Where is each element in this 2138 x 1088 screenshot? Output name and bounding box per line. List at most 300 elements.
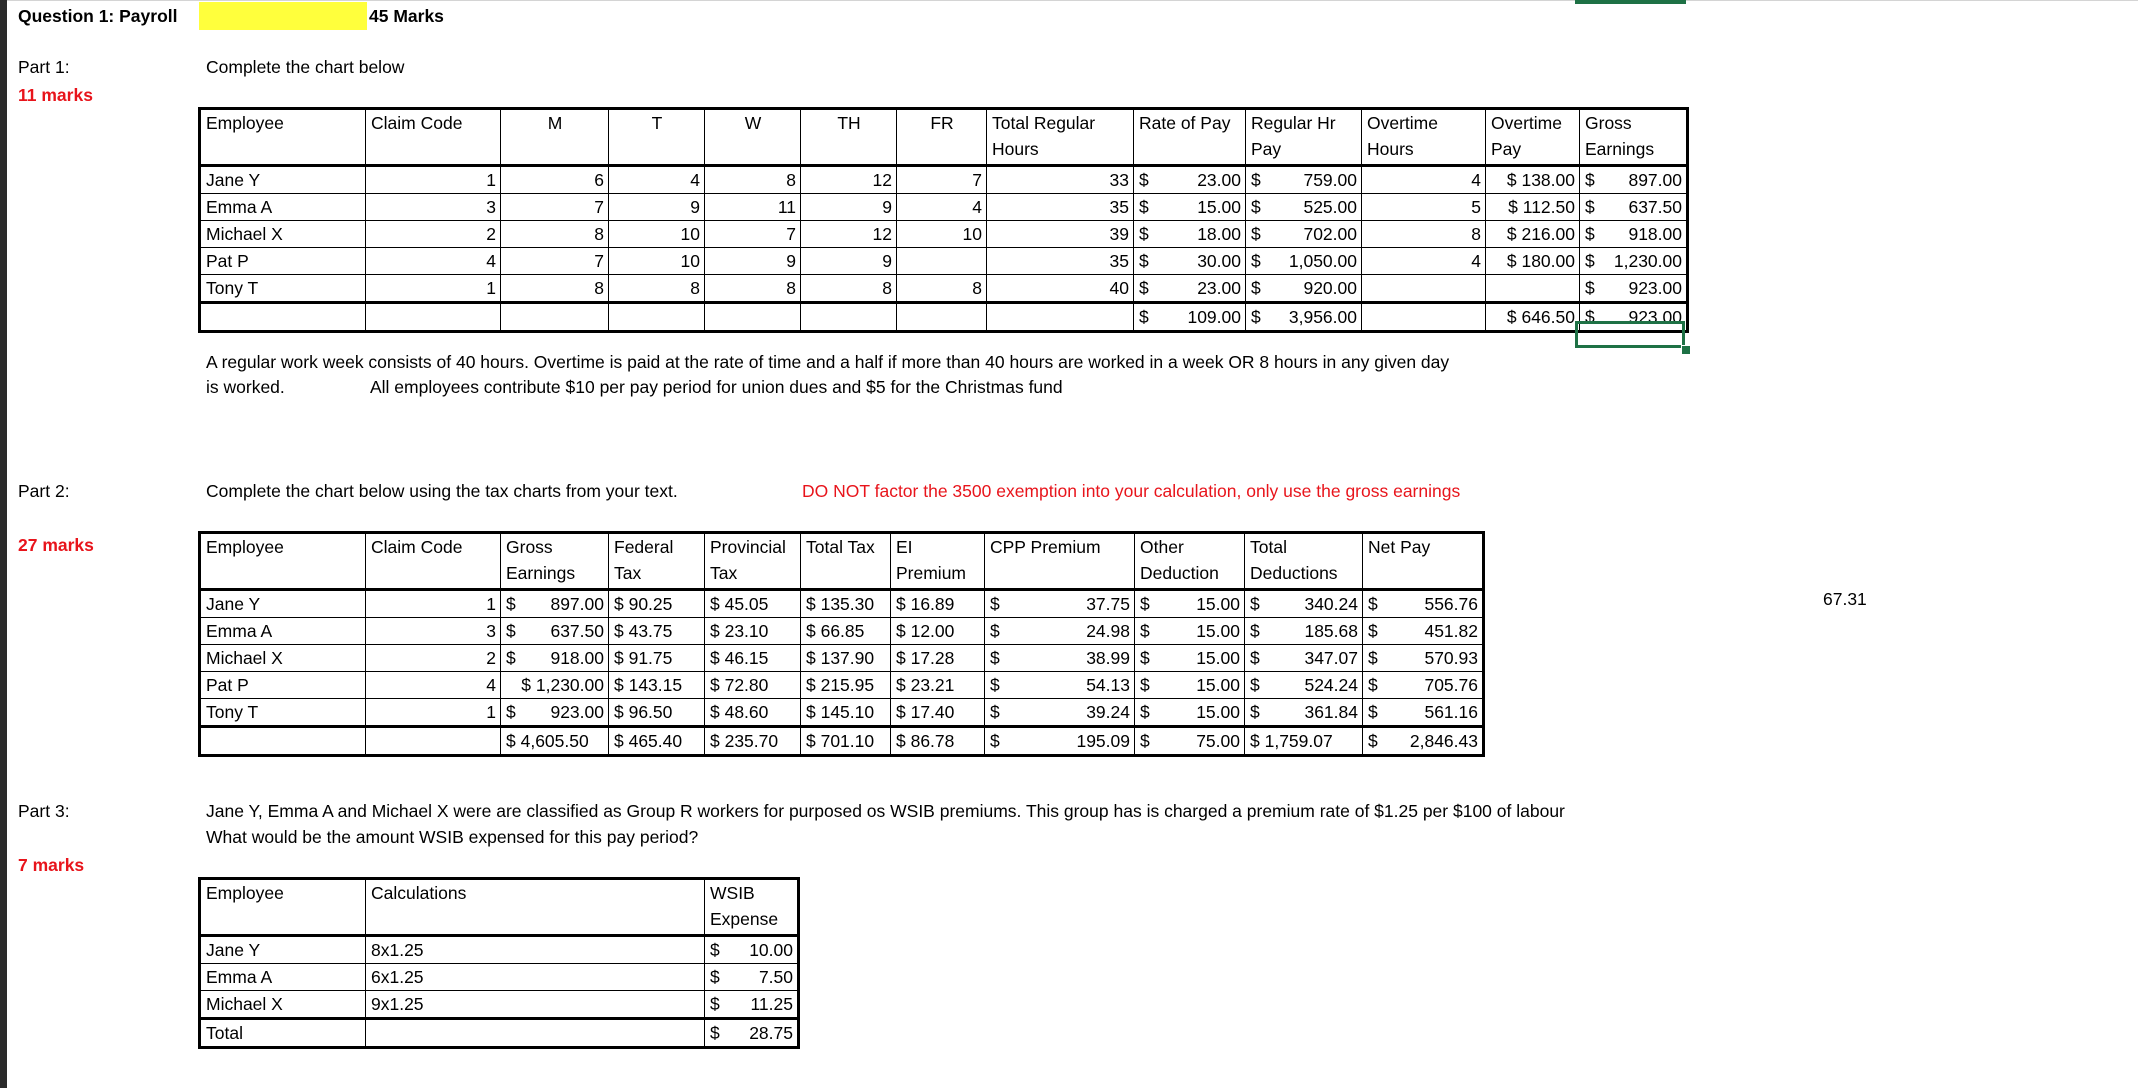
total-tax-cell[interactable]: $ 137.90 [801,645,891,672]
column-header[interactable]: Regular Hr Pay [1246,109,1362,166]
currency-symbol: $ [506,594,516,614]
amount: 195.09 [1076,731,1130,751]
empty-cell[interactable] [987,303,1134,332]
claim-cell[interactable]: 1 [366,699,501,727]
amount: 23.00 [1197,170,1241,190]
reg-pay-cell[interactable] [1246,221,1362,248]
cpp-cell[interactable] [985,645,1135,672]
amount: 920.00 [1303,278,1357,298]
th-cell[interactable]: 9 [801,194,897,221]
empty-cell[interactable] [366,303,501,332]
column-header[interactable]: Total Regular Hours [987,109,1134,166]
currency-symbol: $ [1368,702,1378,722]
t-cell[interactable]: 8 [609,275,705,303]
fill-handle[interactable] [1681,345,1691,355]
empty-cell[interactable] [801,303,897,332]
amount: 15.00 [1196,702,1240,722]
currency-symbol: $ [1585,197,1595,217]
column-header[interactable]: WSIB Expense [705,879,799,936]
expense-cell[interactable] [705,936,799,964]
employee-cell[interactable]: Tony T [200,275,366,303]
t-cell[interactable]: 10 [609,221,705,248]
amount: 451.82 [1424,621,1478,641]
column-header[interactable]: M [501,109,609,166]
currency-symbol: $ [710,967,720,987]
other-cell[interactable] [1135,699,1245,727]
column-header[interactable]: Provincial Tax [705,533,801,590]
cpp-total[interactable] [985,727,1135,756]
expense-total[interactable] [705,1019,799,1048]
amount: 37.75 [1086,594,1130,614]
employee-cell[interactable]: Emma A [200,964,366,991]
other-cell[interactable] [1135,672,1245,699]
column-header[interactable]: Employee [200,879,366,936]
amount: 1,050.00 [1288,251,1357,271]
currency-symbol: $ [990,675,1000,695]
employee-cell[interactable]: Tony T [200,699,366,727]
amount: 109.00 [1187,307,1241,327]
claim-cell[interactable]: 3 [366,194,501,221]
employee-cell[interactable]: Pat P [200,248,366,275]
claim-cell[interactable]: 2 [366,221,501,248]
totals-row [200,727,1484,756]
cpp-cell[interactable] [985,618,1135,645]
reg-pay-total[interactable] [1246,303,1362,332]
employee-cell[interactable]: Jane Y [200,936,366,964]
part2-marks: 27 marks [18,535,94,555]
part3-line2: What would be the amount WSIB expensed for this pay period? [206,827,699,847]
w-cell[interactable]: 8 [705,275,801,303]
part1-instruction: Complete the chart below [206,57,405,77]
reg-pay-cell[interactable] [1246,248,1362,275]
amount: 2,846.43 [1409,731,1478,751]
table-row [200,194,1688,221]
gross-cell[interactable] [1580,275,1688,303]
gross-cell[interactable] [501,699,609,727]
amount: 918.00 [550,648,604,668]
ot-pay-cell[interactable]: $ 180.00 [1486,248,1580,275]
currency-symbol: $ [506,621,516,641]
column-header[interactable]: Gross Earnings [501,533,609,590]
cpp-cell[interactable] [985,590,1135,618]
ot-hours-cell[interactable]: 4 [1362,166,1486,194]
column-header[interactable]: Total Deductions [1245,533,1363,590]
currency-symbol: $ [990,621,1000,641]
total-label[interactable]: Total [200,1019,366,1048]
total-tax-total[interactable]: $ 701.10 [801,727,891,756]
rate-total[interactable] [1134,303,1246,332]
total-ded-cell[interactable] [1245,672,1363,699]
gross-total[interactable]: $ 4,605.50 [501,727,609,756]
currency-symbol: $ [1368,594,1378,614]
reg-pay-cell[interactable] [1246,275,1362,303]
column-header[interactable]: Employee [200,533,366,590]
column-header[interactable]: Federal Tax [609,533,705,590]
part2-label: Part 2: [18,481,70,501]
amount: 23.00 [1197,278,1241,298]
currency-symbol: $ [1250,648,1260,668]
t-cell[interactable]: 10 [609,248,705,275]
column-header[interactable]: Claim Code [366,109,501,166]
column-header[interactable]: Other Deduction [1135,533,1245,590]
highlight-cell[interactable] [199,2,367,30]
amount: 759.00 [1303,170,1357,190]
expense-cell[interactable] [705,964,799,991]
employee-cell[interactable]: Michael X [200,645,366,672]
amount: 561.16 [1424,702,1478,722]
currency-symbol: $ [1585,278,1595,298]
currency-symbol: $ [506,702,516,722]
currency-symbol: $ [710,994,720,1014]
gross-cell[interactable] [1580,166,1688,194]
ot-hours-cell[interactable]: 8 [1362,221,1486,248]
net-cell[interactable] [1363,672,1484,699]
amount: 897.00 [550,594,604,614]
currency-symbol: $ [990,731,1000,751]
employee-cell[interactable]: Emma A [200,618,366,645]
column-header[interactable]: Claim Code [366,533,501,590]
currency-symbol: $ [1251,251,1261,271]
employee-cell[interactable]: Jane Y [200,166,366,194]
claim-cell[interactable]: 4 [366,248,501,275]
currency-symbol: $ [710,1023,720,1043]
w-cell[interactable]: 11 [705,194,801,221]
column-header[interactable]: Rate of Pay [1134,109,1246,166]
table-row [200,618,1484,645]
amount: 15.00 [1196,621,1240,641]
th-cell[interactable]: 9 [801,248,897,275]
table-row [200,645,1484,672]
amount: 702.00 [1303,224,1357,244]
currency-symbol: $ [1140,648,1150,668]
amount: 30.00 [1197,251,1241,271]
gross-cell[interactable] [501,645,609,672]
w-cell[interactable]: 8 [705,166,801,194]
ot-pay-cell[interactable]: $ 112.50 [1486,194,1580,221]
fr-cell[interactable]: 7 [897,166,987,194]
rate-cell[interactable] [1134,248,1246,275]
total-tax-cell[interactable]: $ 145.10 [801,699,891,727]
amount: 637.50 [1628,197,1682,217]
amount: 39.24 [1086,702,1130,722]
ei-cell[interactable]: $ 12.00 [891,618,985,645]
prov-cell[interactable]: $ 48.60 [705,699,801,727]
currency-symbol: $ [1140,594,1150,614]
calc-cell[interactable]: 9x1.25 [366,991,705,1019]
tax-table [198,531,1485,757]
column-header[interactable]: FR [897,109,987,166]
column-header[interactable]: Employee [200,109,366,166]
column-header[interactable]: EI Premium [891,533,985,590]
prov-cell[interactable]: $ 23.10 [705,618,801,645]
empty-cell[interactable] [200,303,366,332]
amount: 75.00 [1196,731,1240,751]
column-header[interactable]: W [705,109,801,166]
fed-cell[interactable]: $ 143.15 [609,672,705,699]
claim-cell[interactable]: 2 [366,645,501,672]
fed-cell[interactable]: $ 91.75 [609,645,705,672]
ei-cell[interactable]: $ 16.89 [891,590,985,618]
currency-symbol: $ [1250,702,1260,722]
empty-cell[interactable] [200,727,366,756]
table-row [200,672,1484,699]
t-cell[interactable]: 9 [609,194,705,221]
ei-cell[interactable]: $ 17.40 [891,699,985,727]
fed-total[interactable]: $ 465.40 [609,727,705,756]
part1-label: Part 1: [18,57,70,77]
employee-cell[interactable]: Jane Y [200,590,366,618]
total_hours-cell[interactable]: 40 [987,275,1134,303]
fed-cell[interactable]: $ 96.50 [609,699,705,727]
currency-symbol: $ [1368,731,1378,751]
amount: 361.84 [1304,702,1358,722]
prov-cell[interactable]: $ 45.05 [705,590,801,618]
reg-pay-cell[interactable] [1246,194,1362,221]
total-tax-cell[interactable]: $ 135.30 [801,590,891,618]
amount: 897.00 [1628,170,1682,190]
column-header[interactable]: Calculations [366,879,705,936]
claim-cell[interactable]: 1 [366,166,501,194]
currency-symbol: $ [1585,251,1595,271]
ot-pay-total[interactable]: $ 646.50 [1486,303,1580,332]
other-cell[interactable] [1135,618,1245,645]
column-header[interactable]: CPP Premium [985,533,1135,590]
cpp-cell[interactable] [985,672,1135,699]
amount: 15.00 [1196,648,1240,668]
part3-line1: Jane Y, Emma A and Michael X were are classified as Group R workers for purposed os WSIB premiums. This group has is charged a premium rate of $1.25 per $100 of labour [206,801,1565,821]
empty-cell[interactable] [705,303,801,332]
fr-cell[interactable]: 4 [897,194,987,221]
payroll-table [198,107,1689,333]
gross-cell[interactable] [1580,248,1688,275]
column-header[interactable]: Gross Earnings [1580,109,1688,166]
currency-symbol: $ [1368,675,1378,695]
other-total[interactable] [1135,727,1245,756]
currency-symbol: $ [1140,731,1150,751]
amount: 918.00 [1628,224,1682,244]
calc-cell[interactable]: 6x1.25 [366,964,705,991]
claim-cell[interactable]: 1 [366,590,501,618]
currency-symbol: $ [990,594,1000,614]
m-cell[interactable]: 6 [501,166,609,194]
table-row [200,964,799,991]
empty-cell[interactable] [609,303,705,332]
gross-cell[interactable] [1580,194,1688,221]
currency-symbol: $ [1139,251,1149,271]
total_hours-cell[interactable]: 35 [987,194,1134,221]
prov-cell[interactable]: $ 46.15 [705,645,801,672]
ot-hours-cell[interactable]: 5 [1362,194,1486,221]
employee-cell[interactable]: Michael X [200,991,366,1019]
fr-cell[interactable] [897,248,987,275]
fed-cell[interactable]: $ 43.75 [609,618,705,645]
question-title: Question 1: Payroll [18,6,178,26]
net-cell[interactable] [1363,590,1484,618]
header-row [200,879,799,936]
amount: 11.25 [750,994,793,1014]
expense-cell[interactable] [705,991,799,1019]
amount: 556.76 [1424,594,1478,614]
table-row [200,936,799,964]
fr-cell[interactable]: 8 [897,275,987,303]
fr-cell[interactable]: 10 [897,221,987,248]
total_hours-cell[interactable]: 39 [987,221,1134,248]
amount: 15.00 [1196,675,1240,695]
column-header[interactable]: Total Tax [801,533,891,590]
currency-symbol: $ [1140,621,1150,641]
table-row [200,590,1484,618]
currency-symbol: $ [1250,621,1260,641]
currency-symbol: $ [990,648,1000,668]
amount: 10.00 [749,940,793,960]
amount: 1,230.00 [1613,251,1682,271]
rate-cell[interactable] [1134,275,1246,303]
amount: 38.99 [1086,648,1130,668]
total-tax-cell[interactable]: $ 215.95 [801,672,891,699]
ot-pay-cell[interactable] [1486,275,1580,303]
currency-symbol: $ [1139,197,1149,217]
currency-symbol: $ [1139,224,1149,244]
currency-symbol: $ [1368,648,1378,668]
currency-symbol: $ [990,702,1000,722]
currency-symbol: $ [1139,278,1149,298]
table-row [200,991,799,1019]
total_hours-cell[interactable]: 33 [987,166,1134,194]
table-row [200,275,1688,303]
th-cell[interactable]: 8 [801,275,897,303]
claim-cell[interactable]: 3 [366,618,501,645]
reg-pay-cell[interactable] [1246,166,1362,194]
total-marks: 45 Marks [369,6,444,26]
ot-hours-cell[interactable] [1362,275,1486,303]
column-header[interactable]: Overtime Pay [1486,109,1580,166]
currency-symbol: $ [1251,224,1261,244]
total-ded-total[interactable]: $ 1,759.07 [1245,727,1363,756]
total-tax-cell[interactable]: $ 66.85 [801,618,891,645]
currency-symbol: $ [506,648,516,668]
cpp-cell[interactable] [985,699,1135,727]
amount: 24.98 [1086,621,1130,641]
currency-symbol: $ [1250,675,1260,695]
amount: 340.24 [1304,594,1358,614]
total-ded-cell[interactable] [1245,618,1363,645]
amount: 525.00 [1303,197,1357,217]
w-cell[interactable]: 9 [705,248,801,275]
other-cell[interactable] [1135,645,1245,672]
ei-cell[interactable]: $ 17.28 [891,645,985,672]
fed-cell[interactable]: $ 90.25 [609,590,705,618]
prov-cell[interactable]: $ 72.80 [705,672,801,699]
selected-cell[interactable] [1575,321,1685,348]
rate-cell[interactable] [1134,221,1246,248]
column-selection-indicator [1575,0,1686,4]
part2-instruction: Complete the chart below using the tax charts from your text. [206,481,678,501]
amount: 637.50 [550,621,604,641]
ei-cell[interactable]: $ 23.21 [891,672,985,699]
th-cell[interactable]: 12 [801,221,897,248]
part1-note-line2b: All employees contribute $10 per pay period for union dues and $5 for the Christmas fund [370,377,1063,397]
prov-total[interactable]: $ 235.70 [705,727,801,756]
amount: 705.76 [1424,675,1478,695]
other-cell[interactable] [1135,590,1245,618]
w-cell[interactable]: 7 [705,221,801,248]
currency-symbol: $ [1585,224,1595,244]
table-row [200,248,1688,275]
m-cell[interactable]: 8 [501,221,609,248]
m-cell[interactable]: 7 [501,248,609,275]
t-cell[interactable]: 4 [609,166,705,194]
empty-cell[interactable] [366,1019,705,1048]
employee-cell[interactable]: Emma A [200,194,366,221]
m-cell[interactable]: 7 [501,194,609,221]
currency-symbol: $ [1585,170,1595,190]
total-ded-cell[interactable] [1245,590,1363,618]
empty-cell[interactable] [366,727,501,756]
ei-total[interactable]: $ 86.78 [891,727,985,756]
part3-label: Part 3: [18,801,70,821]
calc-cell[interactable]: 8x1.25 [366,936,705,964]
empty-cell[interactable] [1362,303,1486,332]
net-cell[interactable] [1363,699,1484,727]
side-value: 67.31 [1823,589,1867,609]
empty-cell[interactable] [897,303,987,332]
gross-cell[interactable] [1580,221,1688,248]
header-row [200,533,1484,590]
amount: 3,956.00 [1288,307,1357,327]
net-cell[interactable] [1363,645,1484,672]
net-total[interactable] [1363,727,1484,756]
amount: 15.00 [1196,594,1240,614]
empty-cell[interactable] [501,303,609,332]
row-header-strip[interactable] [0,0,7,1088]
total-ded-cell[interactable] [1245,699,1363,727]
column-header[interactable]: T [609,109,705,166]
amount: 185.68 [1304,621,1358,641]
ot-pay-cell[interactable]: $ 216.00 [1486,221,1580,248]
gross-cell[interactable] [501,618,609,645]
total_hours-cell[interactable]: 35 [987,248,1134,275]
wsib-table [198,877,800,1049]
claim-cell[interactable]: 1 [366,275,501,303]
m-cell[interactable]: 8 [501,275,609,303]
rate-cell[interactable] [1134,194,1246,221]
column-header[interactable]: TH [801,109,897,166]
rate-cell[interactable] [1134,166,1246,194]
total-ded-cell[interactable] [1245,645,1363,672]
currency-symbol: $ [1585,307,1595,327]
amount: 923.00 [1628,278,1682,298]
ot-pay-cell[interactable]: $ 138.00 [1486,166,1580,194]
claim-cell[interactable]: 4 [366,672,501,699]
column-header[interactable]: Net Pay [1363,533,1484,590]
gross-cell[interactable] [501,590,609,618]
net-cell[interactable] [1363,618,1484,645]
amount: 923.00 [1628,307,1682,327]
amount: 923.00 [550,702,604,722]
employee-cell[interactable]: Pat P [200,672,366,699]
table-row [200,221,1688,248]
column-header[interactable]: Overtime Hours [1362,109,1486,166]
amount: 7.50 [758,967,793,987]
totals-row [200,1019,799,1048]
totals-row [200,303,1688,332]
th-cell[interactable]: 12 [801,166,897,194]
employee-cell[interactable]: Michael X [200,221,366,248]
part1-note-line1: A regular work week consists of 40 hours. Overtime is paid at the rate of time and a half if more than 40 hours are worked in a week OR 8 hours in any given day [206,352,1450,372]
gross-cell[interactable]: $ 1,230.00 [501,672,609,699]
currency-symbol: $ [1251,170,1261,190]
ot-hours-cell[interactable]: 4 [1362,248,1486,275]
